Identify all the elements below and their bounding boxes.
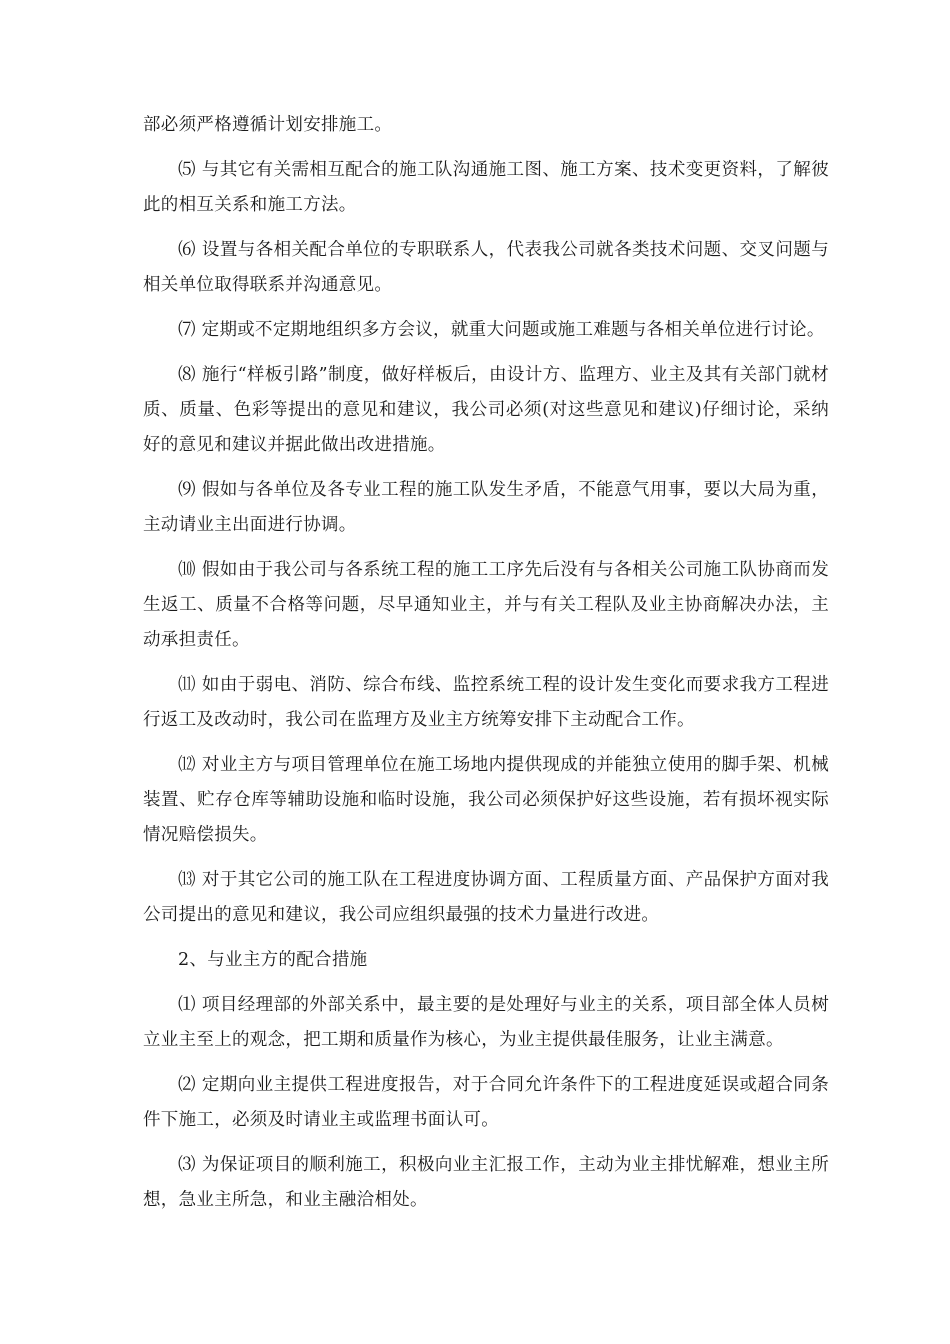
paragraph-item-5: ⑸ 与其它有关需相互配合的施工队沟通施工图、施工方案、技术变更资料，了解彼此的相互关系和施工方法。 — [143, 160, 829, 215]
document-page — [143, 108, 829, 1228]
paragraph-continuation: 部必须严格遵循计划安排施工。 — [143, 115, 393, 135]
paragraph-owner-3: ⑶ 为保证项目的顺利施工，积极向业主汇报工作，主动为业主排忧解难，想业主所想，急业主所急，和业主融洽相处。 — [143, 1155, 829, 1210]
paragraph-owner-1: ⑴ 项目经理部的外部关系中，最主要的是处理好与业主的关系，项目部全体人员树立业主至上的观念，把工期和质量作为核心，为业主提供最佳服务，让业主满意。 — [143, 995, 829, 1050]
paragraph-owner-2: ⑵ 定期向业主提供工程进度报告，对于合同允许条件下的工程进度延误或超合同条件下施工，必须及时请业主或监理书面认可。 — [143, 1075, 829, 1130]
paragraph-item-7: ⑺ 定期或不定期地组织多方会议，就重大问题或施工难题与各相关单位进行讨论。 — [178, 320, 825, 340]
paragraph-item-10: ⑽ 假如由于我公司与各系统工程的施工工序先后没有与各相关公司施工队协商而发生返工、质量不合格等问题，尽早通知业主，并与有关工程队及业主协商解决办法，主动承担责任。 — [143, 560, 829, 650]
paragraph-item-8: ⑻ 施行“样板引路”制度，做好样板后，由设计方、监理方、业主及其有关部门就材质、质量、色彩等提出的意见和建议，我公司必须(对这些意见和建议)仔细讨论，采纳好的意见和建议并据此做出改进措施。 — [143, 365, 829, 455]
paragraph-item-13: ⒀ 对于其它公司的施工队在工程进度协调方面、工程质量方面、产品保护方面对我公司提出的意见和建议，我公司应组织最强的技术力量进行改进。 — [143, 870, 829, 925]
section-heading: 2、与业主方的配合措施 — [178, 950, 368, 970]
paragraph-item-6: ⑹ 设置与各相关配合单位的专职联系人，代表我公司就各类技术问题、交叉问题与相关单位取得联系并沟通意见。 — [143, 240, 829, 295]
paragraph-item-11: ⑾ 如由于弱电、消防、综合布线、监控系统工程的设计发生变化而要求我方工程进行返工及改动时，我公司在监理方及业主方统筹安排下主动配合工作。 — [143, 675, 829, 730]
paragraph-item-12: ⑿ 对业主方与项目管理单位在施工场地内提供现成的并能独立使用的脚手架、机械装置、贮存仓库等辅助设施和临时设施，我公司必须保护好这些设施，若有损坏视实际情况赔偿损失。 — [143, 755, 829, 845]
paragraph-item-9: ⑼ 假如与各单位及各专业工程的施工队发生矛盾，不能意气用事，要以大局为重，主动请业主出面进行协调。 — [143, 480, 829, 535]
